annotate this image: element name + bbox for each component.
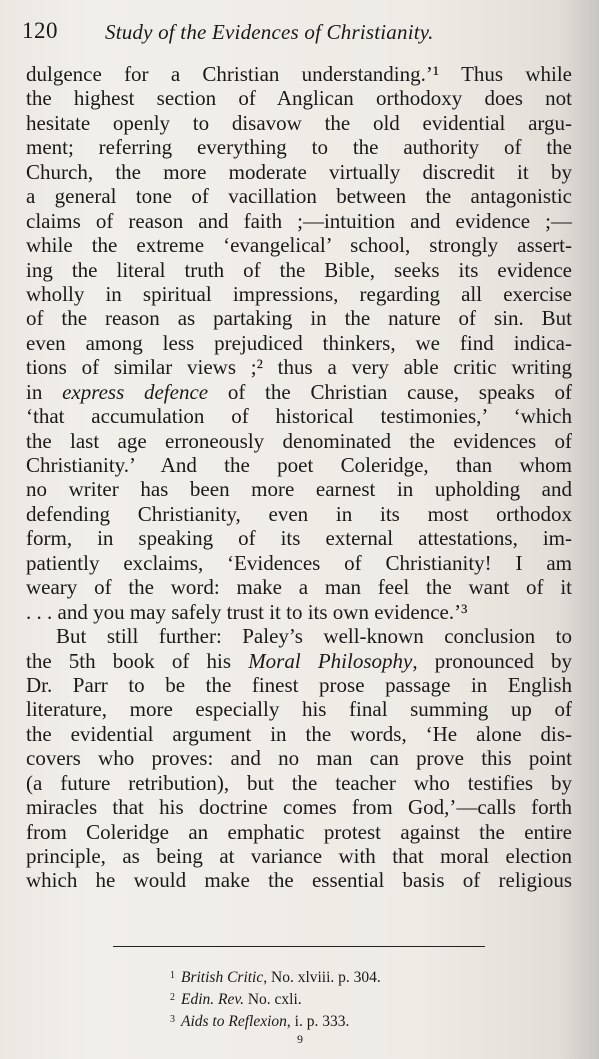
text-line: Christianity.’ And the poet Coleridge, than whom [26, 453, 572, 477]
text-line: defending Christianity, even in its most orthodox [26, 501, 572, 526]
text-line: ing the literal truth of the Bible, seeks its evidence [26, 257, 572, 282]
footnote-title: Edin. Rev. [181, 991, 244, 1008]
text-run: in [26, 379, 63, 404]
text-line: the highest section of Anglican orthodoxy does not [26, 86, 572, 111]
text-run: of the Christian cause, speaks of [208, 379, 572, 404]
text-line: even among less prejudiced thinkers, we find indica- [26, 330, 572, 355]
footnotes [170, 966, 381, 1032]
footnote-mark: 2 [170, 992, 175, 1003]
footnote-title: British Critic [181, 969, 264, 986]
text-line: claims of reason and faith ;—intuition and evidence ;— [26, 208, 572, 233]
footnote-rule [113, 946, 485, 947]
text-line: hesitate openly to disavow the old evidential argu- [26, 110, 572, 135]
text-line: which he would make the essential basis of religious [26, 868, 572, 893]
footnote-mark: 3 [170, 1014, 175, 1025]
footnote [170, 966, 381, 988]
text-line: covers who proves: and no man can prove this point [26, 746, 572, 771]
text-line: the last age erroneously denominated the evidences of [26, 428, 572, 453]
text-line: no writer has been more earnest in upholding and [26, 477, 572, 502]
text-line: form, in speaking of its external attestations, im- [26, 526, 572, 551]
text-line: weary of the word: make a man feel the want of it [26, 575, 572, 600]
footnote [170, 988, 381, 1010]
text-line: ment; referring everything to the authority of the [26, 135, 572, 160]
text-line: a general tone of vacillation between the antagonistic [26, 184, 572, 209]
emphasis-text: express defence [62, 379, 209, 404]
footnote-detail: No. cxli. [243, 991, 302, 1008]
text-line: . . . and you may safely trust it to its own evidence.’³ [26, 599, 468, 624]
text-line: of the reason as partaking in the nature of sin. But [26, 306, 572, 331]
running-title: Study of the Evidences of Christianity. [105, 20, 434, 44]
text-line: principle, as being at variance with that moral election [26, 844, 572, 868]
text-line: dulgence for a Christian understanding.’¹ Thus while [26, 62, 572, 86]
footnote [170, 1010, 381, 1032]
footnote-detail: , i. p. 333. [286, 1013, 350, 1030]
text-line: patiently exclaims, ‘Evidences of Christianity! I am [26, 550, 572, 575]
text-line: literature, more especially his final summing up of [26, 697, 572, 722]
text-line: But still further: Paley’s well-known conclusion to [56, 624, 572, 649]
footnote-detail: , No. xlviii. p. 304. [263, 969, 381, 986]
emphasis-text: Moral Philosophy [248, 648, 413, 673]
text-line: miracles that his doctrine comes from God,’—calls forth [26, 795, 572, 820]
footnote-mark: 1 [170, 970, 175, 981]
text-run: , pronounced by [412, 648, 572, 673]
text-line [26, 649, 572, 673]
text-line: (a future retribution), but the teacher who testifies by [26, 770, 572, 795]
text-line: Dr. Parr to be the finest prose passage in English [26, 672, 572, 697]
page-number: 120 [22, 18, 58, 43]
text-line: from Coleridge an emphatic protest against the entire [26, 819, 572, 844]
text-line: the evidential argument in the words, ‘He alone dis- [26, 721, 572, 746]
text-line [26, 380, 572, 404]
text-line: tions of similar views ;² thus a very able critic writing [26, 355, 572, 380]
text-line: while the extreme ‘evangelical’ school, strongly assert- [26, 233, 572, 258]
text-line: ‘that accumulation of historical testimonies,’ ‘which [26, 404, 572, 429]
body-text [26, 62, 572, 893]
text-line: wholly in spiritual impressions, regarding all exercise [26, 281, 572, 306]
text-run: the 5th book of his [26, 648, 249, 673]
footnote-title: Aids to Reflexion [181, 1013, 287, 1030]
signature-mark: 9 [297, 1032, 303, 1046]
page-header [22, 18, 492, 48]
text-line: Church, the more moderate virtually discredit it by [26, 159, 572, 184]
